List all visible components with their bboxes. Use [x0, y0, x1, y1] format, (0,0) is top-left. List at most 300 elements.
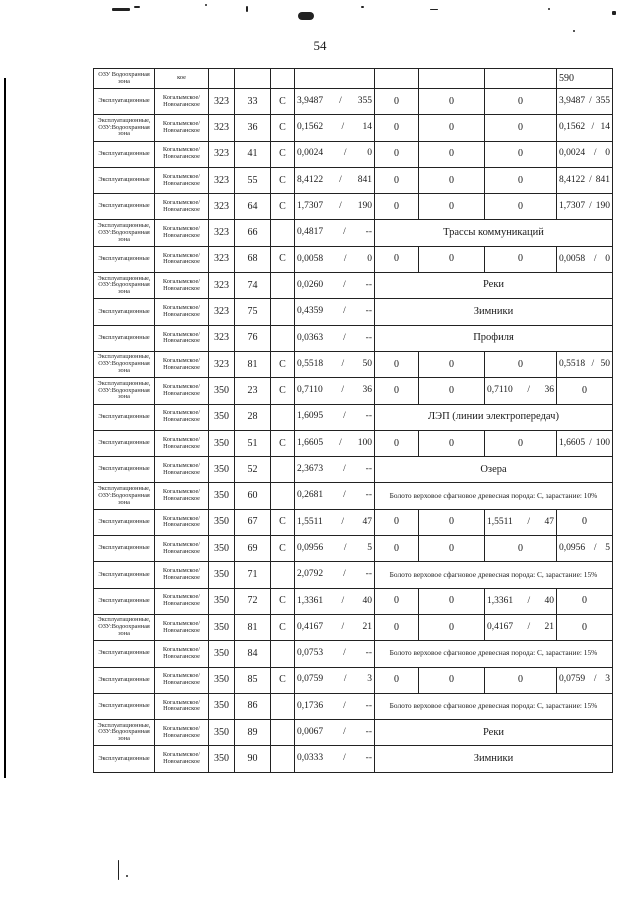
quarter-cell: 350: [209, 746, 235, 772]
fraction-right: 5: [605, 542, 610, 553]
fraction-right: 190: [595, 201, 610, 212]
table-row: [94, 69, 613, 89]
fraction-left: 0,0333: [297, 753, 324, 764]
vydel-cell: 75: [235, 299, 271, 325]
table-row: [94, 614, 613, 640]
area-stock-cell: 0,0363 / --: [295, 325, 375, 351]
species-cell: [271, 746, 295, 772]
location-cell: кое: [155, 69, 209, 89]
fraction-left: 1,3361: [487, 595, 514, 606]
fraction-right: --: [365, 727, 372, 738]
vydel-cell: 66: [235, 220, 271, 246]
land-category-cell: Эксплуатационные: [94, 588, 155, 614]
fraction-left: 1,6605: [559, 437, 586, 448]
fraction-left: 0,0753: [297, 648, 324, 659]
zero-cell: 0: [375, 246, 419, 272]
species-cell: С: [271, 536, 295, 562]
description-cell: ЛЭП (линии электропередач): [375, 404, 613, 430]
location-cell: Когалымское/Новоаганское: [155, 720, 209, 746]
species-cell: С: [271, 167, 295, 193]
fraction-right: 21: [362, 621, 372, 632]
land-category-cell: Эксплуатационные: [94, 667, 155, 693]
fraction-left: 0,4167: [297, 621, 324, 632]
table-row: [94, 167, 613, 193]
area-stock-cell: 0,5518 / 50: [295, 351, 375, 377]
land-category-cell: Эксплуатационные: [94, 562, 155, 588]
table-row: [94, 220, 613, 246]
land-category-cell: Эксплуатационные: [94, 299, 155, 325]
land-category-cell: Эксплуатационные: [94, 693, 155, 719]
land-category-cell: Эксплуатационные: [94, 167, 155, 193]
fraction-right: 0: [605, 148, 610, 159]
area-stock-cell: 0,0753 / --: [295, 641, 375, 667]
area-stock-cell: 8,4122 / 841: [557, 167, 613, 193]
fraction-left: 1,3361: [297, 595, 324, 606]
area-stock-cell: 2,3673 / --: [295, 457, 375, 483]
species-cell: [271, 641, 295, 667]
table-row: [94, 115, 613, 141]
fraction-left: 2,0792: [297, 569, 324, 580]
fraction-left: 2,3673: [297, 464, 324, 475]
fraction-right: 0: [367, 253, 372, 264]
location-cell: Когалымское/Новоаганское: [155, 194, 209, 220]
description-cell: Зимники: [375, 299, 613, 325]
fraction-right: 47: [362, 516, 372, 527]
land-category-cell: Эксплуатационные: [94, 641, 155, 667]
description-cell: Болото верховое сфагновое древесная порода: С, зарастание: 15%: [375, 641, 613, 667]
location-cell: Когалымское/Новоаганское: [155, 693, 209, 719]
quarter-cell: 323: [209, 194, 235, 220]
species-cell: С: [271, 89, 295, 115]
fraction-right: --: [365, 279, 372, 290]
fraction-right: 841: [357, 174, 372, 185]
quarter-cell: 350: [209, 509, 235, 535]
area-stock-cell: 1,5511 / 47: [295, 509, 375, 535]
vydel-cell: 76: [235, 325, 271, 351]
location-cell: Когалымское/Новоаганское: [155, 115, 209, 141]
vydel-cell: 72: [235, 588, 271, 614]
fraction-right: 3: [605, 674, 610, 685]
fraction-left: 3,9487: [559, 95, 586, 106]
quarter-cell: 323: [209, 89, 235, 115]
fraction-left: 0,4167: [487, 621, 514, 632]
zero-cell: 0: [375, 509, 419, 535]
area-stock-cell: 0,0759 / 3: [295, 667, 375, 693]
fraction-left: 0,1736: [297, 700, 324, 711]
fraction-left: 0,5518: [559, 358, 586, 369]
location-cell: Когалымское/Новоаганское: [155, 746, 209, 772]
fraction-right: --: [365, 464, 372, 475]
location-cell: Когалымское/Новоаганское: [155, 141, 209, 167]
zero-cell: 0: [557, 614, 613, 640]
table-row: [94, 483, 613, 509]
vydel-cell: 85: [235, 667, 271, 693]
zero-cell: 0: [419, 141, 485, 167]
description-cell: Зимники: [375, 746, 613, 772]
area-stock-cell: 0,2681 / --: [295, 483, 375, 509]
zero-cell: 0: [375, 141, 419, 167]
land-category-cell: Эксплуатационные: [94, 325, 155, 351]
area-stock-cell: 0,4167 / 21: [485, 614, 557, 640]
zero-cell: 0: [375, 588, 419, 614]
location-cell: Когалымское/Новоаганское: [155, 667, 209, 693]
description-cell: Озера: [375, 457, 613, 483]
table-row: [94, 746, 613, 772]
fraction-left: 0,2681: [297, 490, 324, 501]
table-row: [94, 536, 613, 562]
land-category-cell: Эксплуатационные, ОЗУ:Водоохранная зона: [94, 273, 155, 299]
area-stock-cell: 0,0058 / 0: [557, 246, 613, 272]
quarter-cell: 350: [209, 562, 235, 588]
species-cell: С: [271, 430, 295, 456]
area-stock-cell: 0,0067 / --: [295, 720, 375, 746]
fraction-right: 841: [595, 174, 610, 185]
fraction-right: 100: [595, 437, 610, 448]
species-cell: С: [271, 588, 295, 614]
quarter-cell: 350: [209, 588, 235, 614]
area-stock-cell: 0,7110 / 36: [485, 378, 557, 404]
location-cell: Когалымское/Новоаганское: [155, 430, 209, 456]
fraction-left: 1,5511: [297, 516, 323, 527]
table-row: [94, 641, 613, 667]
zero-cell: 0: [419, 509, 485, 535]
quarter-cell: 350: [209, 536, 235, 562]
zero-cell: 0: [419, 351, 485, 377]
fraction-right: --: [365, 569, 372, 580]
fraction-right: --: [365, 411, 372, 422]
land-category-cell: Эксплуатационные, ОЗУ:Водоохранная зона: [94, 351, 155, 377]
zero-cell: 0: [419, 588, 485, 614]
fraction-left: 8,4122: [559, 174, 586, 185]
area-stock-cell: 0,1562 / 14: [557, 115, 613, 141]
species-cell: [271, 457, 295, 483]
fraction-right: 0: [605, 253, 610, 264]
fraction-right: --: [365, 700, 372, 711]
description-cell: Болото верховое сфагновое древесная порода: С, зарастание: 15%: [375, 562, 613, 588]
location-cell: Когалымское/Новоаганское: [155, 483, 209, 509]
area-stock-cell: 0,4167 / 21: [295, 614, 375, 640]
zero-cell: 0: [419, 430, 485, 456]
description-cell: Трассы коммуникаций: [375, 220, 613, 246]
table-row: [94, 457, 613, 483]
area-stock-cell: 1,3361 / 40: [295, 588, 375, 614]
location-cell: Когалымское/Новоаганское: [155, 509, 209, 535]
fraction-right: 36: [362, 385, 372, 396]
zero-cell: 0: [375, 194, 419, 220]
land-plot-table: [93, 68, 613, 773]
land-category-cell: Эксплуатационные, ОЗУ:Водоохранная зона: [94, 720, 155, 746]
table-row: [94, 378, 613, 404]
area-stock-cell: 0,0024 / 0: [557, 141, 613, 167]
land-category-cell: Эксплуатационные, ОЗУ:Водоохранная зона: [94, 483, 155, 509]
fraction-right: 40: [362, 595, 372, 606]
vydel-cell: 69: [235, 536, 271, 562]
zero-cell: 0: [485, 194, 557, 220]
fraction-right: --: [365, 227, 372, 238]
page-number: 54: [313, 38, 327, 53]
quarter-cell: 350: [209, 483, 235, 509]
species-cell: С: [271, 246, 295, 272]
species-cell: С: [271, 115, 295, 141]
fraction-left: 0,4817: [297, 227, 324, 238]
scan-edge-line: [4, 78, 6, 778]
area-stock-cell: 0,5518 / 50: [557, 351, 613, 377]
area-stock-cell: 0,4817 / --: [295, 220, 375, 246]
area-stock-cell: 0,1562 / 14: [295, 115, 375, 141]
species-cell: [271, 299, 295, 325]
table-row: [94, 273, 613, 299]
fraction-left: 0,0058: [297, 253, 324, 264]
quarter-cell: 350: [209, 693, 235, 719]
land-category-cell: ОЗУ Водоохранная зона: [94, 69, 155, 89]
fraction-right: 36: [544, 385, 554, 396]
species-cell: С: [271, 351, 295, 377]
land-category-cell: Эксплуатационные: [94, 430, 155, 456]
zero-cell: 0: [485, 89, 557, 115]
zero-cell: 0: [419, 378, 485, 404]
location-cell: Когалымское/Новоаганское: [155, 167, 209, 193]
species-cell: [271, 562, 295, 588]
description-cell: Реки: [375, 720, 613, 746]
fraction-left: 0,1562: [559, 122, 586, 133]
fraction-right: --: [365, 332, 372, 343]
location-cell: Когалымское/Новоаганское: [155, 404, 209, 430]
table-row: [94, 720, 613, 746]
area-stock-cell: 0,0333 / --: [295, 746, 375, 772]
description-cell: Профиля: [375, 325, 613, 351]
vydel-cell: 67: [235, 509, 271, 535]
zero-cell: 0: [557, 378, 613, 404]
vydel-cell: 90: [235, 746, 271, 772]
species-cell: [271, 220, 295, 246]
quarter-cell: 350: [209, 667, 235, 693]
location-cell: Когалымское/Новоаганское: [155, 457, 209, 483]
zero-cell: 0: [485, 430, 557, 456]
fraction-right: --: [365, 648, 372, 659]
location-cell: Когалымское/Новоаганское: [155, 378, 209, 404]
land-category-cell: Эксплуатационные: [94, 457, 155, 483]
location-cell: Когалымское/Новоаганское: [155, 641, 209, 667]
vydel-cell: 55: [235, 167, 271, 193]
area-stock-cell: 1,5511 / 47: [485, 509, 557, 535]
land-category-cell: Эксплуатационные, ОЗУ:Водоохранная зона: [94, 378, 155, 404]
quarter-cell: 350: [209, 404, 235, 430]
vydel-cell: 89: [235, 720, 271, 746]
location-cell: Когалымское/Новоаганское: [155, 325, 209, 351]
land-category-cell: Эксплуатационные: [94, 246, 155, 272]
zero-cell: 0: [485, 167, 557, 193]
zero-cell: 0: [375, 614, 419, 640]
table-row: [94, 667, 613, 693]
fraction-left: 0,7110: [487, 385, 513, 396]
fraction-left: 0,0759: [297, 674, 324, 685]
location-cell: Когалымское/Новоаганское: [155, 299, 209, 325]
location-cell: Когалымское/Новоаганское: [155, 588, 209, 614]
table-row: [94, 588, 613, 614]
quarter-cell: 323: [209, 167, 235, 193]
area-stock-cell: 1,3361 / 40: [485, 588, 557, 614]
fraction-right: 40: [544, 595, 554, 606]
quarter-cell: 323: [209, 299, 235, 325]
fraction-right: 3: [367, 674, 372, 685]
fraction-left: 1,6095: [297, 411, 324, 422]
quarter-cell: 323: [209, 246, 235, 272]
area-stock-cell: 1,6605 / 100: [295, 430, 375, 456]
species-cell: [271, 693, 295, 719]
land-category-cell: Эксплуатационные: [94, 536, 155, 562]
vydel-cell: 52: [235, 457, 271, 483]
quarter-cell: 350: [209, 641, 235, 667]
fraction-left: 3,9487: [297, 95, 324, 106]
fraction-right: --: [365, 490, 372, 501]
area-stock-cell: 0,1736 / --: [295, 693, 375, 719]
species-cell: [271, 325, 295, 351]
fraction-left: 1,6605: [297, 437, 324, 448]
fraction-left: 0,0759: [559, 674, 586, 685]
location-cell: Когалымское/Новоаганское: [155, 614, 209, 640]
fraction-left: 0,0956: [297, 542, 324, 553]
area-stock-cell: 0,7110 / 36: [295, 378, 375, 404]
zero-cell: 0: [375, 89, 419, 115]
zero-cell: 0: [419, 667, 485, 693]
vydel-cell: 23: [235, 378, 271, 404]
table-row: [94, 351, 613, 377]
table-row: [94, 430, 613, 456]
zero-cell: 0: [557, 588, 613, 614]
fraction-right: 0: [367, 148, 372, 159]
quarter-cell: 323: [209, 273, 235, 299]
zero-cell: 0: [375, 167, 419, 193]
zero-cell: 0: [375, 430, 419, 456]
land-category-cell: Эксплуатационные, ОЗУ:Водоохранная зона: [94, 115, 155, 141]
land-category-cell: Эксплуатационные: [94, 746, 155, 772]
vydel-cell: 64: [235, 194, 271, 220]
quarter-cell: 350: [209, 457, 235, 483]
description-cell: Реки: [375, 273, 613, 299]
description-cell: Болото верховое сфагновое древесная порода: С, зарастание: 10%: [375, 483, 613, 509]
fraction-left: 0,4359: [297, 306, 324, 317]
zero-cell: 0: [419, 246, 485, 272]
stock-value-cell: 590: [557, 69, 613, 89]
area-stock-cell: 1,7307 / 190: [557, 194, 613, 220]
land-category-cell: Эксплуатационные: [94, 194, 155, 220]
quarter-cell: 323: [209, 351, 235, 377]
fraction-right: 14: [362, 122, 372, 133]
zero-cell: 0: [419, 115, 485, 141]
fraction-left: 0,0067: [297, 727, 324, 738]
location-cell: Когалымское/Новоаганское: [155, 89, 209, 115]
fraction-right: 50: [600, 358, 610, 369]
area-stock-cell: 3,9487 / 355: [557, 89, 613, 115]
vydel-cell: 60: [235, 483, 271, 509]
fraction-right: 5: [367, 542, 372, 553]
vydel-cell: 81: [235, 614, 271, 640]
table-row: [94, 509, 613, 535]
area-stock-cell: 2,0792 / --: [295, 562, 375, 588]
land-category-cell: Эксплуатационные: [94, 141, 155, 167]
fraction-right: 47: [544, 516, 554, 527]
location-cell: Когалымское/Новоаганское: [155, 246, 209, 272]
table-row: [94, 693, 613, 719]
quarter-cell: 350: [209, 378, 235, 404]
species-cell: С: [271, 667, 295, 693]
species-cell: [271, 720, 295, 746]
species-cell: С: [271, 614, 295, 640]
fraction-right: --: [365, 306, 372, 317]
area-stock-cell: 3,9487 / 355: [295, 89, 375, 115]
table-row: [94, 299, 613, 325]
zero-cell: 0: [375, 115, 419, 141]
fraction-left: 0,1562: [297, 122, 324, 133]
area-stock-cell: 1,6605 / 100: [557, 430, 613, 456]
fraction-left: 1,5511: [487, 516, 513, 527]
species-cell: С: [271, 509, 295, 535]
zero-cell: 0: [485, 115, 557, 141]
fraction-right: 21: [544, 621, 554, 632]
area-stock-cell: 0,0759 / 3: [557, 667, 613, 693]
vydel-cell: 81: [235, 351, 271, 377]
fraction-right: --: [365, 753, 372, 764]
zero-cell: 0: [375, 378, 419, 404]
zero-cell: 0: [419, 167, 485, 193]
zero-cell: 0: [485, 351, 557, 377]
quarter-cell: 323: [209, 325, 235, 351]
quarter-cell: 350: [209, 614, 235, 640]
table-row: [94, 562, 613, 588]
description-cell: Болото верховое сфагновое древесная порода: С, зарастание: 15%: [375, 693, 613, 719]
quarter-cell: 350: [209, 430, 235, 456]
fraction-left: 0,0260: [297, 279, 324, 290]
vydel-cell: 28: [235, 404, 271, 430]
fraction-left: 1,7307: [559, 201, 586, 212]
fraction-left: 0,0024: [559, 148, 586, 159]
vydel-cell: 41: [235, 141, 271, 167]
table-row: [94, 404, 613, 430]
area-stock-cell: 0,0024 / 0: [295, 141, 375, 167]
zero-cell: 0: [419, 194, 485, 220]
vydel-cell: 74: [235, 273, 271, 299]
area-stock-cell: 1,6095 / --: [295, 404, 375, 430]
vydel-cell: 71: [235, 562, 271, 588]
quarter-cell: 323: [209, 115, 235, 141]
vydel-cell: 36: [235, 115, 271, 141]
zero-cell: 0: [375, 667, 419, 693]
area-stock-cell: 0,4359 / --: [295, 299, 375, 325]
species-cell: [271, 273, 295, 299]
area-stock-cell: 0,0260 / --: [295, 273, 375, 299]
zero-cell: 0: [375, 351, 419, 377]
fraction-right: 50: [362, 358, 372, 369]
area-stock-cell: 8,4122 / 841: [295, 167, 375, 193]
location-cell: Когалымское/Новоаганское: [155, 536, 209, 562]
table-row: [94, 194, 613, 220]
fraction-right: 100: [357, 437, 372, 448]
zero-cell: 0: [375, 536, 419, 562]
fraction-left: 0,0363: [297, 332, 324, 343]
fraction-right: 355: [357, 95, 372, 106]
fraction-left: 0,0956: [559, 542, 586, 553]
zero-cell: 0: [485, 536, 557, 562]
fraction-right: 14: [600, 122, 610, 133]
quarter-cell: 323: [209, 141, 235, 167]
land-category-cell: Эксплуатационные, ОЗУ:Водоохранная зона: [94, 220, 155, 246]
area-stock-cell: 0,0956 / 5: [557, 536, 613, 562]
land-category-cell: Эксплуатационные: [94, 89, 155, 115]
table-row: [94, 141, 613, 167]
fraction-right: 190: [357, 201, 372, 212]
zero-cell: 0: [485, 667, 557, 693]
table-row: [94, 325, 613, 351]
